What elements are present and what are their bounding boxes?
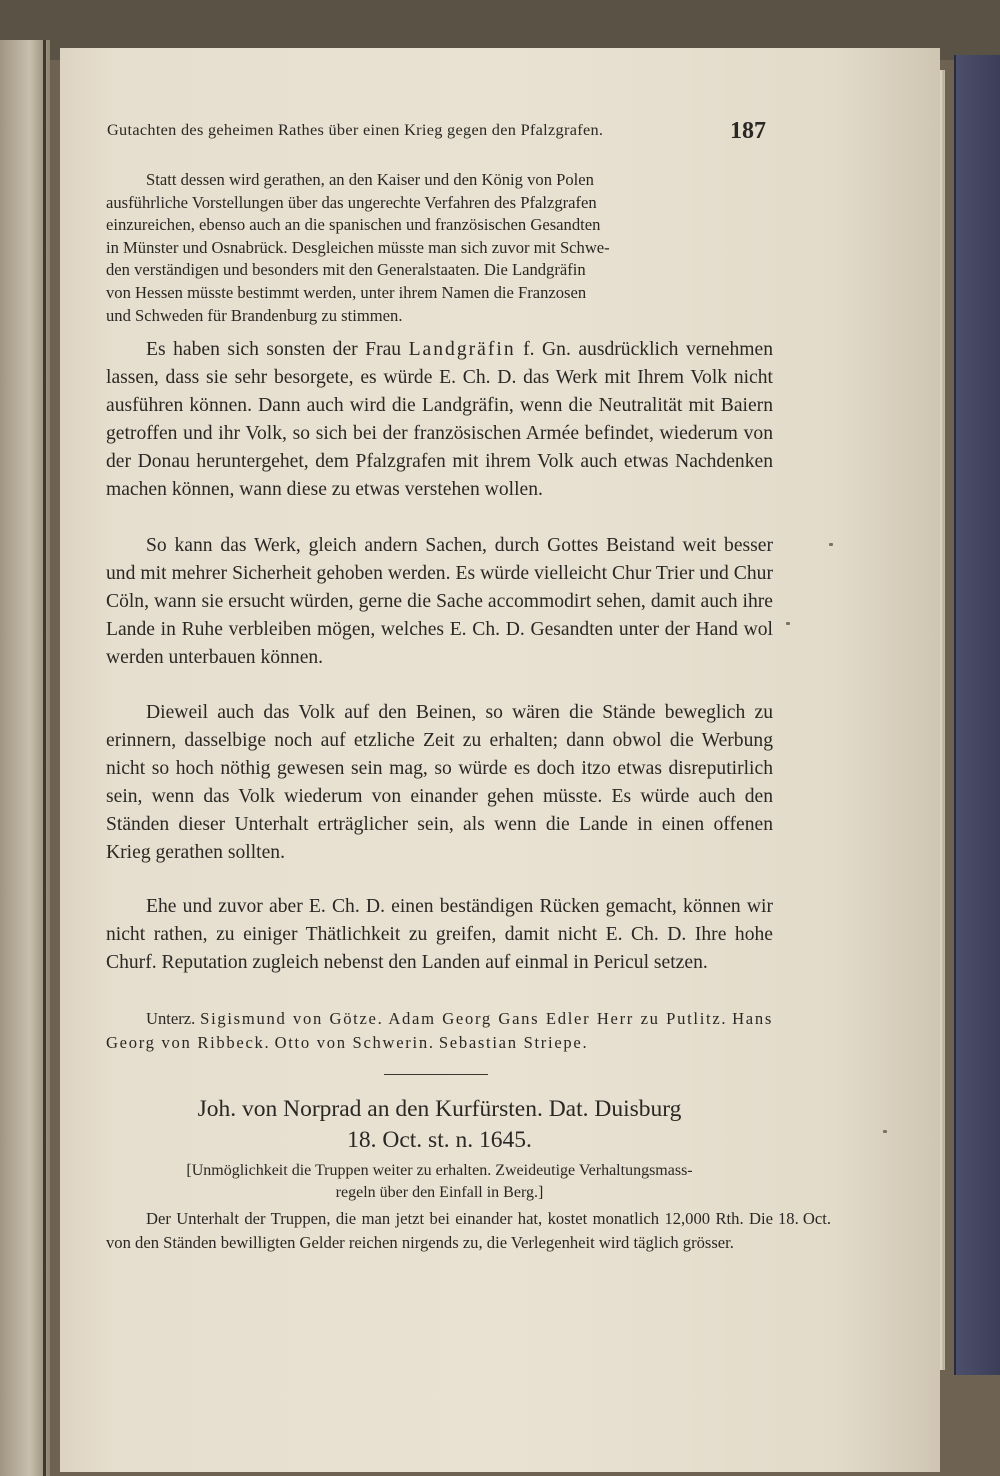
paragraph-2 — [106, 336, 773, 504]
spaced-name: Landgräfin — [408, 339, 516, 360]
running-header — [107, 118, 807, 148]
section-divider — [384, 1074, 488, 1075]
page-number: 187 — [730, 118, 766, 144]
signatory: Hans Georg von Ribbeck. — [106, 1009, 773, 1052]
paragraph-text: Ehe und zuvor aber E. Ch. D. einen beständigen Rücken gemacht, können wir nicht rathen, zu einiger Thätlichkeit zu greifen, damit nicht E. Ch. D. Ihre hohe Churf. Reputation zugleich nebenst den Landen auf einmal in Pericul setzen. — [106, 896, 773, 973]
ink-speck — [829, 543, 833, 546]
text-line: ausführliche Vorstellungen über das ungerechte Verfahren des Pfalzgrafen — [106, 192, 597, 212]
paragraph-5 — [106, 893, 773, 977]
paragraph-text: Dieweil auch das Volk auf den Beinen, so wären die Stände beweglich zu erinnern, dasselbige noch auf etzliche Zeit zu erhalten; dann obwol die Werbung nicht so hoch nöthig gewesen sein mag, so würde es doch itzo etwas disreputirlich sein, wenn das Volk wiederum von einander gehen müsste. Es würde auch den Ständen dieser Unterhalt erträglicher sein, als wenn die Lande in einen offenen Krieg gerathen sollten. — [106, 702, 773, 863]
document-heading — [106, 1094, 773, 1156]
book-cover — [954, 55, 1000, 1375]
heading-line: Joh. von Norprad an den Kurfürsten. Dat. Duisburg — [197, 1096, 682, 1122]
paragraph-text: So kann das Werk, gleich andern Sachen, durch Gottes Beistand weit besser und mit mehrer Sicherheit gehoben werden. Es würde vielleicht Chur Trier und Chur Cöln, wann sie ersucht würden, gerne die Sache accommodirt sehen, damit auch ihre Lande in Ruhe verbleiben mögen, welches E. Ch. D. Gesandten unter der Hand wol werden unterbauen können. — [106, 535, 773, 668]
paragraph-1 — [106, 169, 773, 327]
text-line: Statt dessen wird gerathen, an den Kaiser und den König von Polen — [146, 170, 594, 189]
text-line: einzureichen, ebenso auch an die spanischen und französischen Gesandten — [106, 215, 601, 235]
paragraph-last — [106, 1207, 773, 1254]
text-line: den verständigen und besonders mit den Generalstaaten. Die Landgräfin — [106, 260, 586, 280]
signatory: Sigismund von Götze. — [200, 1009, 384, 1028]
summary-line: regeln über den Einfall in Berg.] — [335, 1184, 544, 1201]
signature-prefix: Unterz. — [146, 1009, 196, 1028]
ink-speck — [786, 622, 790, 625]
heading-line: 18. Oct. st. n. 1645. — [347, 1127, 532, 1153]
text: Es haben sich sonsten der Frau — [146, 339, 409, 360]
signatory: Otto von Schwerin. — [274, 1032, 435, 1052]
facing-page-edge — [0, 40, 50, 1476]
text-line: in Münster und Osnabrück. Desgleichen müsste man sich zuvor mit Schwe- — [106, 237, 610, 257]
text-line: von Hessen müsste bestimmt werden, unter ihrem Namen die Franzosen — [106, 282, 587, 302]
document-summary — [106, 1160, 773, 1204]
ink-speck — [883, 1130, 887, 1133]
paragraph-text: Der Unterhalt der Truppen, die man jetzt bei einander hat, kostet monatlich 12,000 Rth. Die von den Ständen bewilligten Gelder reichen nirgends zu, die Verlegenheit wird täglich grösser. — [106, 1209, 773, 1252]
text-line: und Schweden für Brandenburg zu stimmen. — [106, 305, 403, 325]
summary-line: [Unmöglichkeit die Truppen weiter zu erhalten. Zweideutige Verhaltungsmass- — [186, 1162, 693, 1179]
running-title: Gutachten des geheimen Rathes über einen Krieg gegen den Pfalzgrafen. — [107, 120, 604, 139]
signatory: Adam Georg Gans Edler Herr zu Putlitz. — [388, 1009, 728, 1028]
signatures — [106, 1007, 773, 1054]
paragraph-3 — [106, 532, 773, 672]
margin-date: 18. Oct. — [778, 1209, 831, 1228]
text: f. Gn. ausdrücklich vernehmen lassen, dass sie sehr besorgete, es würde E. Ch. D. das Werk mit Ihrem Volk nicht ausführen können. Dann auch wird die Landgräfin, wenn die Neutralität mit Baiern getroffen und ihr Volk, so sich bei der französischen Armée befindet, wiederum von der Donau heruntergehet, dem Pfalzgrafen mit ihrem Volk auch etwas Nachdenken machen können, wann diese zu etwas verstehen wollen. — [106, 339, 773, 500]
signatory: Sebastian Striepe. — [438, 1032, 589, 1052]
paragraph-4 — [106, 699, 773, 867]
